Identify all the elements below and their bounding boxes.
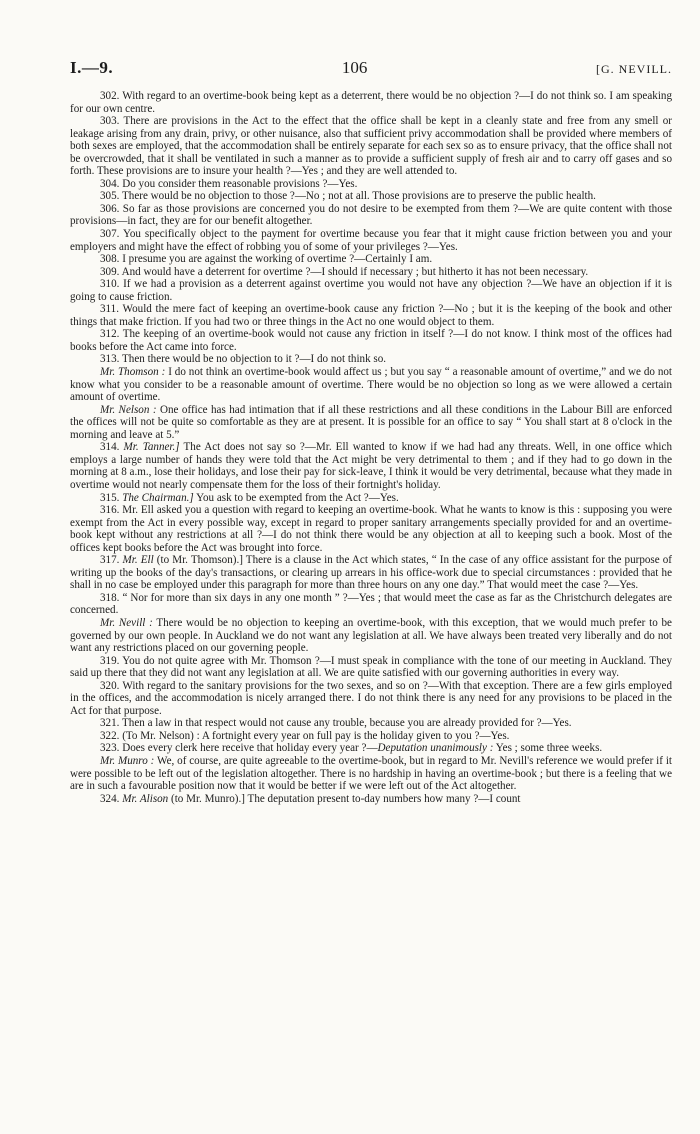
paragraph bbox=[70, 742, 672, 755]
question-number: 316. bbox=[100, 504, 120, 517]
paragraph bbox=[70, 755, 672, 793]
paragraph bbox=[70, 441, 672, 491]
speaker-name: The Chairman.] bbox=[122, 491, 194, 504]
question-number: 318. bbox=[100, 591, 120, 604]
paragraph-text: Then there would be no objection to it ?—I do not think so. bbox=[122, 353, 387, 366]
question-number: 320. bbox=[100, 679, 120, 692]
paragraph-text: There would be no objection to keeping an overtime-book, with this exception, that we would much prefer to be governed by our own people. In Auckland we do not want any legislation at all. We have always been treated very liberally and do not want any restrictions placed on our governing people. bbox=[70, 616, 672, 655]
paragraph-text: I presume you are against the working of overtime ?—Certainly I am. bbox=[122, 253, 433, 266]
document-reference: I.—9. bbox=[70, 58, 114, 77]
question-number: 307. bbox=[100, 228, 120, 241]
question-number: 302. bbox=[100, 90, 120, 102]
paragraph-text: I do not think an overtime-book would affect us ; but you say “ a reasonable amount of overtime,” and we do not know what you consider to be a reasonable amount of overtime. There would be no objection so long as we were allowed a certain amount of overtime. bbox=[70, 366, 672, 404]
page-body bbox=[70, 90, 672, 805]
paragraph-text: Then a law in that respect would not cause any trouble, because you are already provided for ?—Yes. bbox=[122, 717, 572, 730]
question-number: 317. bbox=[100, 554, 120, 567]
paragraph-text: You do not quite agree with Mr. Thomson ?—I must speak in compliance with the tone of our meeting in Auckland. They said up there that they did not want any legislation at all. We are quite satisfied with our governing authorities in every way. bbox=[70, 654, 672, 680]
paragraph-text: With regard to the sanitary provisions for the two sexes, and so on ?—With that exception. There are a few girls employed in the offices, and the accommodation is nicely arranged there. I do not think there is any need for any provisions to be placed in the Act for that purpose. bbox=[70, 679, 673, 717]
question-number: 315. bbox=[100, 491, 120, 504]
question-number: 309. bbox=[100, 265, 120, 278]
question-number: 312. bbox=[100, 328, 120, 341]
question-number: 310. bbox=[100, 278, 120, 291]
paragraph-text: There are provisions in the Act to the effect that the office shall be kept in a cleanly state and free from any smell or leakage arising from any drain, privy, or other nuisance, also that sufficient privy accommodation shall be provided where members of both sexes are employed, that the accommodation shall be entirely separate for each sex so as to ensure privacy, that the office shall not be overcrowded, that it shall be ventilated in such a manner as to provide a sufficient supply of fresh air and to carry off gases and so forth. These provisions are to insure your health ?—Yes ; and they are well attended to. bbox=[70, 115, 672, 178]
paragraph-text: You ask to be exempted from the Act ?—Yes. bbox=[196, 491, 399, 504]
speaker-name: Mr. Nelson : bbox=[100, 403, 157, 416]
paragraph bbox=[70, 617, 672, 655]
paragraph bbox=[70, 492, 672, 505]
running-head: [G. NEVILL. bbox=[596, 62, 672, 76]
paragraph-text: Mr. Ell asked you a question with regard to keeping an overtime-book. What he wants to know is this : supposing you were exempt from the Act in every possible way, except in regard to proper sanitary arrangements specially provided for and an overtime-book kept without any restrictions at all ?—I do not think there would be any objection at all to keeping such a book. Most of the offices kept books before the Act was brought into force. bbox=[70, 504, 672, 554]
question-number: 324. bbox=[100, 792, 120, 805]
paragraph-text: The keeping of an overtime-book would not cause any friction in itself ?—I do not know. I think most of the offices had books before the Act came into force. bbox=[70, 328, 672, 353]
paragraph bbox=[70, 504, 672, 554]
paragraph bbox=[70, 253, 672, 266]
question-number: 322. bbox=[100, 729, 120, 742]
paragraph-text: So far as those provisions are concerned you do not desire to be exempted from them ?—We are quite content with those provisions—in fact, they are for our benefit altogether. bbox=[70, 202, 672, 228]
paragraph bbox=[70, 404, 672, 442]
paragraph bbox=[70, 592, 672, 617]
paragraph bbox=[70, 303, 672, 328]
paragraph-text: The Act does not say so ?—Mr. Ell wanted to know if we had had any threats. Well, in one office which employs a large number of hands they were told that the Act might be very detrimental to them ; and if they had to go down in the morning at 8 a.m., lose their holidays, and lose their pay for sick-leave, I think it would be very detrimental, because what they made in overtime would not nearly compensate them for the loss of their fortnight's holiday. bbox=[70, 441, 672, 491]
paragraph bbox=[70, 278, 672, 303]
speaker-name: Mr. Nevill : bbox=[100, 616, 153, 629]
page-header bbox=[70, 58, 672, 78]
speaker-name: Mr. Tanner.] bbox=[123, 441, 180, 454]
paragraph-text: There would be no objection to those ?—No ; not at all. Those provisions are to preserve the public health. bbox=[122, 190, 596, 203]
question-number: 306. bbox=[100, 202, 120, 215]
question-number: 303. bbox=[100, 115, 120, 128]
paragraph-text: (To Mr. Nelson) : A fortnight every year on full pay is the holiday given to you ?—Yes. bbox=[122, 729, 510, 742]
speaker-name: Mr. Thomson : bbox=[100, 366, 166, 379]
question-number: 308. bbox=[100, 253, 120, 266]
paragraph-text: “ Nor for more than six days in any one month ” ?—Yes ; that would meet the case as far as the Christchurch delegates are concerned. bbox=[70, 591, 673, 617]
paragraph bbox=[70, 203, 672, 228]
paragraph bbox=[70, 115, 672, 178]
paragraph bbox=[70, 178, 672, 191]
paragraph bbox=[70, 328, 672, 353]
speaker-name: Mr. Munro : bbox=[100, 754, 155, 767]
paragraph-text: With regard to an overtime-book being kept as a deterrent, there would be no objection ?—I do not think so. I am speaking for our own centre. bbox=[70, 90, 672, 115]
speaker-name: Mr. Alison bbox=[122, 792, 169, 805]
paragraph-text: (to Mr. Munro).] The deputation present to-day numbers how many ?—I count bbox=[171, 792, 521, 805]
paragraph-text: Does every clerk here receive that holiday every year ?— bbox=[122, 742, 378, 755]
question-number: 304. bbox=[100, 177, 120, 190]
paragraph bbox=[70, 554, 672, 592]
paragraph bbox=[70, 228, 672, 253]
paragraph bbox=[70, 793, 672, 806]
paragraph-text: Yes ; some three weeks. bbox=[493, 742, 603, 755]
speaker-name: Deputation unanimously : bbox=[377, 742, 494, 755]
question-number: 321. bbox=[100, 717, 120, 730]
paragraph bbox=[70, 266, 672, 279]
paragraph-text: If we had a provision as a deterrent against overtime you would not have any objection ?—We have an objection if it is going to cause friction. bbox=[70, 278, 672, 303]
paragraph-text: We, of course, are quite agreeable to the overtime-book, but in regard to Mr. Nevill's reference we would prefer if it were possible to be left out of the legislation altogether. There is no hardship in having an overtime-book ; but there is a feeling that we are in such a favourable position now that it would be better if we were left out of the Act altogether. bbox=[70, 754, 672, 793]
question-number: 311. bbox=[100, 303, 120, 316]
question-number: 314. bbox=[100, 441, 120, 454]
paragraph-text: (to Mr. Thomson).] There is a clause in the Act which states, “ In the case of any office assistant for the purpose of writing up the books of the day's transactions, or clearing up arrears in his office-work due to special circumstances : provided that he shall in no case be employed under this paragraph for more than three hours on any one day.” That would meet the case ?—Yes. bbox=[70, 554, 672, 592]
question-number: 323. bbox=[100, 742, 120, 755]
paragraph bbox=[70, 717, 672, 730]
paragraph bbox=[70, 190, 672, 203]
paragraph bbox=[70, 680, 672, 718]
paragraph bbox=[70, 90, 672, 115]
paragraph bbox=[70, 353, 672, 366]
document-page bbox=[70, 58, 672, 805]
paragraph-text: Do you consider them reasonable provisions ?—Yes. bbox=[122, 177, 358, 190]
speaker-name: Mr. Ell bbox=[122, 554, 154, 567]
question-number: 319. bbox=[100, 654, 120, 667]
paragraph bbox=[70, 730, 672, 743]
question-number: 313. bbox=[100, 353, 120, 366]
paragraph-text: Would the mere fact of keeping an overtime-book cause any friction ?—No ; but it is the keeping of the book and other things that make friction. If you had two or three things in the Act no one would object to them. bbox=[70, 303, 673, 328]
paragraph bbox=[70, 655, 672, 680]
page-number: 106 bbox=[341, 58, 368, 77]
paragraph bbox=[70, 366, 672, 404]
paragraph-text: And would have a deterrent for overtime ?—I should if necessary ; but hitherto it has not been necessary. bbox=[121, 265, 589, 278]
paragraph-text: One office has had intimation that if all these restrictions and all these conditions in the Labour Bill are enforced the offices will not be quite so comfortable as they are at present. It is possible for an office to say “ You shall start at 8 o'clock in the morning and leave at 5.” bbox=[70, 403, 672, 441]
paragraph-text: You specifically object to the payment for overtime because you fear that it might cause friction between you and your employers and might have the effect of robbing you of some of your privileges ?—Yes. bbox=[70, 228, 672, 253]
question-number: 305. bbox=[100, 190, 120, 203]
